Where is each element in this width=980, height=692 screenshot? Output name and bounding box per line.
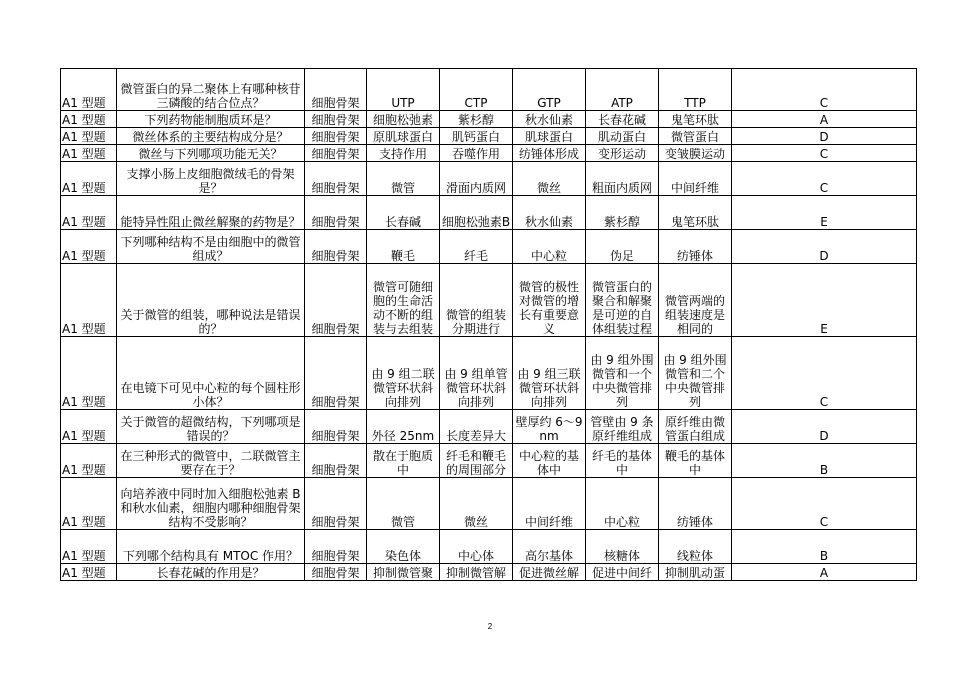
category-cell: 细胞骨架	[305, 410, 367, 444]
option-d-cell: 管壁由 9 条原纤维组成	[586, 410, 659, 444]
answer-cell: C	[732, 478, 917, 530]
answer-cell: E	[732, 196, 917, 230]
question-text-cell: 能特异性阻止微丝解聚的药物是？	[117, 196, 305, 230]
question-text-cell: 下列哪种结构不是由细胞中的微管组成？	[117, 230, 305, 264]
option-b-cell: 由 9 组单管微管环状斜向排列	[440, 337, 513, 410]
question-type-cell: A1 型题	[61, 478, 117, 530]
option-d-cell: 纤毛的基体中	[586, 444, 659, 478]
option-d-cell: 紫杉醇	[586, 196, 659, 230]
table-row	[61, 230, 917, 264]
answer-cell: D	[732, 128, 917, 145]
option-d-cell: 微管蛋白的聚合和解聚是可逆的自体组装过程	[586, 264, 659, 337]
answer-cell: A	[732, 564, 917, 581]
question-type-cell: A1 型题	[61, 111, 117, 128]
question-text-cell: 向培养液中同时加入细胞松弛素 B 和秋水仙素，细胞内哪种细胞骨架结构不受影响？	[117, 478, 305, 530]
option-d-cell: ATP	[586, 69, 659, 111]
option-e-cell: 中间纤维	[659, 162, 732, 196]
category-cell: 细胞骨架	[305, 264, 367, 337]
option-d-cell: 粗面内质网	[586, 162, 659, 196]
option-b-cell: 抑制微管解	[440, 564, 513, 581]
option-a-cell: 外径 25nm	[367, 410, 440, 444]
option-e-cell: 原纤维由微管蛋白组成	[659, 410, 732, 444]
option-a-cell: 支持作用	[367, 145, 440, 162]
option-b-cell: 吞噬作用	[440, 145, 513, 162]
option-c-cell: 微管的极性对微管的增长有重要意义	[513, 264, 586, 337]
option-d-cell: 中心粒	[586, 478, 659, 530]
question-text-cell: 关于微管的组装，哪种说法是错误的？	[117, 264, 305, 337]
category-cell: 细胞骨架	[305, 444, 367, 478]
question-text-cell: 在电镜下可见中心粒的每个圆柱形小体？	[117, 337, 305, 410]
table-row	[61, 128, 917, 145]
option-d-cell: 变形运动	[586, 145, 659, 162]
option-d-cell: 促进中间纤	[586, 564, 659, 581]
option-c-cell: 中心粒	[513, 230, 586, 264]
category-cell: 细胞骨架	[305, 478, 367, 530]
question-text-cell: 下列药物能制胞质环是？	[117, 111, 305, 128]
category-cell: 细胞骨架	[305, 196, 367, 230]
option-b-cell: 中心体	[440, 530, 513, 564]
option-c-cell: 由 9 组三联微管环状斜向排列	[513, 337, 586, 410]
category-cell: 细胞骨架	[305, 230, 367, 264]
question-type-cell: A1 型题	[61, 337, 117, 410]
option-e-cell: 由 9 组外围微管和二个中央微管排列	[659, 337, 732, 410]
option-c-cell: 秋水仙素	[513, 111, 586, 128]
option-a-cell: 微管	[367, 478, 440, 530]
question-type-cell: A1 型题	[61, 145, 117, 162]
option-d-cell: 伪足	[586, 230, 659, 264]
question-type-cell: A1 型题	[61, 128, 117, 145]
option-a-cell: 染色体	[367, 530, 440, 564]
answer-cell: B	[732, 444, 917, 478]
option-a-cell: 微管可随细胞的生命活动不断的组装与去组装	[367, 264, 440, 337]
table-row	[61, 337, 917, 410]
category-cell: 细胞骨架	[305, 162, 367, 196]
answer-cell: E	[732, 264, 917, 337]
question-type-cell: A1 型题	[61, 196, 117, 230]
option-b-cell: CTP	[440, 69, 513, 111]
question-text-cell: 微管蛋白的异二聚体上有哪种核苷三磷酸的结合位点？	[117, 69, 305, 111]
question-text-cell: 支撑小肠上皮细胞微绒毛的骨架是？	[117, 162, 305, 196]
option-c-cell: 纺锤体形成	[513, 145, 586, 162]
option-d-cell: 长春花碱	[586, 111, 659, 128]
option-e-cell: 鬼笔环肽	[659, 196, 732, 230]
question-table	[60, 68, 917, 581]
category-cell: 细胞骨架	[305, 337, 367, 410]
answer-cell: D	[732, 230, 917, 264]
table-row	[61, 111, 917, 128]
option-d-cell: 由 9 组外围微管和一个中央微管排列	[586, 337, 659, 410]
question-type-cell: A1 型题	[61, 530, 117, 564]
option-b-cell: 滑面内质网	[440, 162, 513, 196]
category-cell: 细胞骨架	[305, 530, 367, 564]
answer-cell: D	[732, 410, 917, 444]
question-type-cell: A1 型题	[61, 444, 117, 478]
option-d-cell: 肌动蛋白	[586, 128, 659, 145]
option-c-cell: 微丝	[513, 162, 586, 196]
answer-cell: B	[732, 530, 917, 564]
option-e-cell: 微管两端的组装速度是相同的	[659, 264, 732, 337]
option-c-cell: GTP	[513, 69, 586, 111]
table-row	[61, 564, 917, 581]
option-c-cell: 中间纤维	[513, 478, 586, 530]
category-cell: 细胞骨架	[305, 145, 367, 162]
option-b-cell: 微丝	[440, 478, 513, 530]
answer-cell: C	[732, 145, 917, 162]
option-e-cell: 抑制肌动蛋	[659, 564, 732, 581]
option-b-cell: 微管的组装分期进行	[440, 264, 513, 337]
table-row	[61, 410, 917, 444]
page-number: 2	[487, 622, 493, 631]
option-a-cell: 细胞松弛素	[367, 111, 440, 128]
option-b-cell: 长度差异大	[440, 410, 513, 444]
question-text-cell: 下列哪个结构具有 MTOC 作用？	[117, 530, 305, 564]
table-row	[61, 162, 917, 196]
option-d-cell: 核糖体	[586, 530, 659, 564]
option-b-cell: 紫杉醇	[440, 111, 513, 128]
answer-cell: C	[732, 337, 917, 410]
option-e-cell: 变皱膜运动	[659, 145, 732, 162]
option-e-cell: 鞭毛的基体中	[659, 444, 732, 478]
option-a-cell: 微管	[367, 162, 440, 196]
option-c-cell: 促进微丝解	[513, 564, 586, 581]
option-a-cell: 抑制微管聚	[367, 564, 440, 581]
question-text-cell: 在三种形式的微管中，二联微管主要存在于？	[117, 444, 305, 478]
question-text-cell: 关于微管的超微结构，下列哪项是错误的？	[117, 410, 305, 444]
question-text-cell: 微丝与下列哪项功能无关？	[117, 145, 305, 162]
category-cell: 细胞骨架	[305, 128, 367, 145]
answer-cell: C	[732, 162, 917, 196]
table-row	[61, 530, 917, 564]
category-cell: 细胞骨架	[305, 69, 367, 111]
option-a-cell: 鞭毛	[367, 230, 440, 264]
table-row	[61, 196, 917, 230]
option-c-cell: 高尔基体	[513, 530, 586, 564]
question-type-cell: A1 型题	[61, 162, 117, 196]
table-row	[61, 69, 917, 111]
option-e-cell: 线粒体	[659, 530, 732, 564]
question-type-cell: A1 型题	[61, 230, 117, 264]
question-rows	[61, 69, 917, 581]
option-b-cell: 细胞松弛素B	[440, 196, 513, 230]
table-row	[61, 264, 917, 337]
option-a-cell: 由 9 组二联微管环状斜向排列	[367, 337, 440, 410]
question-type-cell: A1 型题	[61, 264, 117, 337]
option-e-cell: 纺锤体	[659, 230, 732, 264]
option-c-cell: 秋水仙素	[513, 196, 586, 230]
question-type-cell: A1 型题	[61, 410, 117, 444]
category-cell: 细胞骨架	[305, 564, 367, 581]
answer-cell: A	[732, 111, 917, 128]
question-text-cell: 长春花碱的作用是？	[117, 564, 305, 581]
option-c-cell: 肌球蛋白	[513, 128, 586, 145]
option-a-cell: 长春碱	[367, 196, 440, 230]
option-b-cell: 纤毛	[440, 230, 513, 264]
option-e-cell: 微管蛋白	[659, 128, 732, 145]
answer-cell: C	[732, 69, 917, 111]
question-text-cell: 微丝体系的主要结构成分是？	[117, 128, 305, 145]
category-cell: 细胞骨架	[305, 111, 367, 128]
option-c-cell: 中心粒的基体中	[513, 444, 586, 478]
option-e-cell: TTP	[659, 69, 732, 111]
option-a-cell: UTP	[367, 69, 440, 111]
option-a-cell: 散在于胞质中	[367, 444, 440, 478]
table-row	[61, 444, 917, 478]
option-a-cell: 原肌球蛋白	[367, 128, 440, 145]
question-type-cell: A1 型题	[61, 564, 117, 581]
table-row	[61, 478, 917, 530]
question-type-cell: A1 型题	[61, 69, 117, 111]
table-row	[61, 145, 917, 162]
option-b-cell: 肌钙蛋白	[440, 128, 513, 145]
option-e-cell: 鬼笔环肽	[659, 111, 732, 128]
option-c-cell: 壁厚约 6～9nm	[513, 410, 586, 444]
option-e-cell: 纺锤体	[659, 478, 732, 530]
option-b-cell: 纤毛和鞭毛的周围部分	[440, 444, 513, 478]
